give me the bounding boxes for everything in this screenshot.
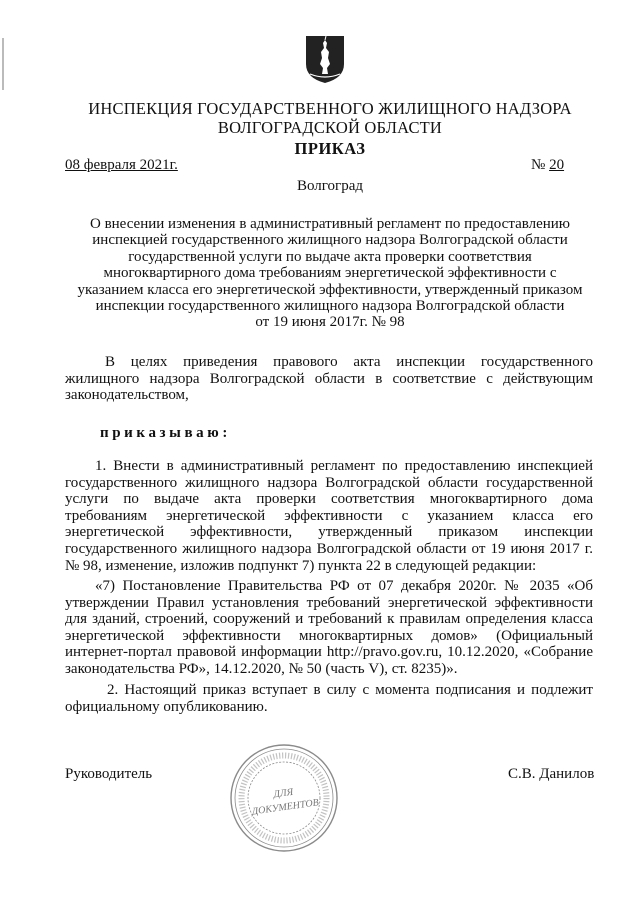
order-word: приказываю: xyxy=(100,425,231,441)
paragraph-line: государственного жилищного надзора Волгоградской области государственной xyxy=(65,474,593,491)
coat-of-arms-icon xyxy=(304,34,346,84)
subject-line: инспекции государственного жилищного надзора Волгоградской области xyxy=(95,298,565,315)
subject-line: государственной услуги по выдаче акта проверки соответствия xyxy=(128,248,532,265)
paragraph-line: энергетической эффективности многоквартирных домов» (Официальный xyxy=(65,627,593,644)
item-2-paragraph xyxy=(65,682,593,715)
paragraph-line: утверждении Правил установления требований энергетической эффективности xyxy=(65,594,593,611)
seal-center-text-2: ДОКУМЕНТОВ xyxy=(251,797,320,818)
paragraph-line: В целях приведения правового акта инспекции государственного xyxy=(105,354,593,370)
paragraph-line: № 98, изменение, изложив подпункт 7) пункта 22 в следующей редакции: xyxy=(65,557,537,574)
paragraph-line: услуги по выдаче акта проверки соответствия многоквартирного дома xyxy=(65,491,593,508)
paragraph-line: для зданий, строений, сооружений и требований к правилам определения класса xyxy=(65,611,593,628)
document-type-title: ПРИКАЗ xyxy=(294,139,366,158)
number-value: 20 xyxy=(549,157,565,173)
org-name-line1: ИНСПЕКЦИЯ ГОСУДАРСТВЕННОГО ЖИЛИЩНОГО НАДЗОРА xyxy=(88,99,572,118)
preamble-paragraph xyxy=(65,354,593,404)
number-sign: № xyxy=(531,157,546,173)
subject-line: О внесении изменения в административный регламент по предоставлению xyxy=(89,216,571,232)
subject-line: многоквартирного дома требованиям энергетической эффективности с xyxy=(103,265,557,282)
paragraph-line: законодательства РФ», 14.12.2020, № 50 (часть V), ст. 8235)». xyxy=(65,660,458,677)
seal-center-text-1: ДЛЯ xyxy=(272,786,294,801)
quote-paragraph xyxy=(65,578,593,678)
paragraph-line: государственного жилищного надзора Волгоградской области от 19 июня 2017 г. xyxy=(65,540,593,557)
paragraph-line: энергетической эффективности, утвержденный приказом инспекции xyxy=(65,524,593,541)
paragraph-line: жилищного надзора Волгоградской области в соответствие с действующим xyxy=(65,370,593,387)
document-subject xyxy=(60,216,600,331)
signatory-position: Руководитель xyxy=(65,766,153,782)
paragraph-line: 2. Настоящий приказ вступает в силу с момента подписания и подлежит xyxy=(107,682,593,698)
document-city: Волгоград xyxy=(296,178,363,194)
signatory-name: С.В. Данилов xyxy=(508,766,595,782)
scan-edge-mark xyxy=(2,38,4,90)
seal-stamp xyxy=(228,742,340,854)
paragraph-line: «7) Постановление Правительства РФ от 07 декабря 2020г. № 2035 «Об xyxy=(95,578,593,594)
paragraph-line: интернет-портал правовой информации http://pravo.gov.ru, 10.12.2020, «Собрание xyxy=(65,644,593,661)
subject-line: указанием класса его энергетической эффективности, утвержденный приказом xyxy=(77,281,583,298)
item-1-paragraph xyxy=(65,458,593,574)
paragraph-line: требованиям энергетической эффективности с указанием класса его xyxy=(65,507,593,524)
subject-line: инспекцией государственного жилищного надзора Волгоградской области xyxy=(92,232,568,249)
subject-line: от 19 июня 2017г. № 98 xyxy=(255,314,405,331)
document-date: 08 февраля 2021г. xyxy=(65,157,178,173)
paragraph-line: официальному опубликованию. xyxy=(65,698,268,715)
paragraph-line: 1. Внести в административный регламент по предоставлению инспекцией xyxy=(95,458,593,474)
document-number xyxy=(531,157,564,174)
org-name-line2: ВОЛГОГРАДСКОЙ ОБЛАСТИ xyxy=(217,118,443,137)
paragraph-line: законодательством, xyxy=(65,387,189,404)
